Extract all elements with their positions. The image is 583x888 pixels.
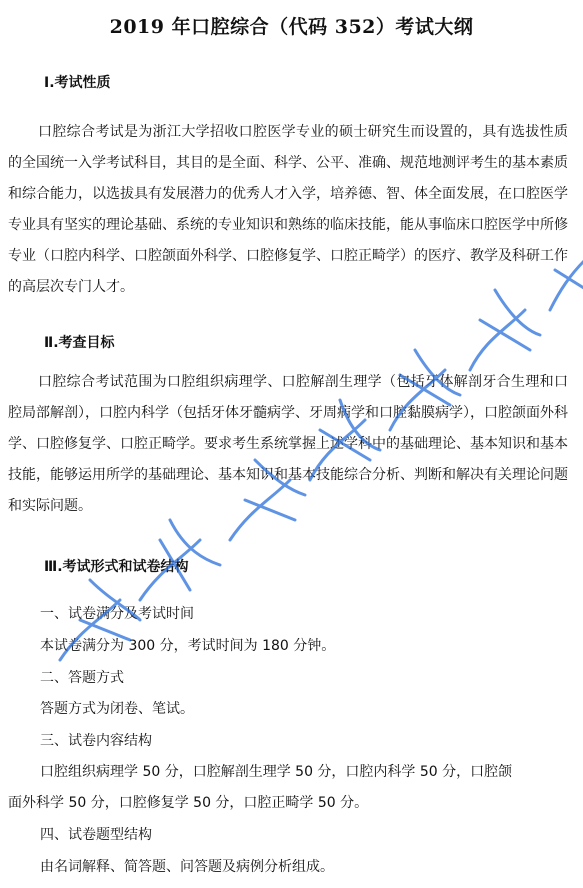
format-line: 由名词解释、简答题、问答题及病例分析组成。	[40, 859, 334, 875]
section-paragraph-nature: 口腔综合考试是为浙江大学招收口腔医学专业的硕士研究生而设置的，具有选拔性质的全国统一入学考试科目，其目的是全面、科学、公平、准确、规范地测评考生的基本素质和综合能力，以选拔具有发展潜力的优秀人才入学，培养德、智、体全面发展，在口腔医学专业具有坚实的理论基础、系统的专业知识和熟练的临床技能，能从事临床口腔医学中所修专业（口腔内科学、口腔颌面外科学、口腔修复学、口腔正畸学）的医疗、教学及科研工作的高层次专门人才。	[8, 124, 568, 295]
format-line: 答题方式为闭卷、笔试。	[40, 701, 194, 717]
format-line: 口腔组织病理学 50 分，口腔解剖生理学 50 分，口腔内科学 50 分，口腔颌	[40, 764, 513, 780]
section-heading-format: Ⅲ.考试形式和试卷结构	[44, 559, 189, 575]
document-title: 2019 年口腔综合（代码 352）考试大纲	[109, 16, 474, 38]
format-line: 本试卷满分为 300 分，考试时间为 180 分钟。	[40, 638, 336, 654]
section-heading-nature: Ⅰ.考试性质	[44, 75, 111, 91]
section-heading-objectives: Ⅱ.考查目标	[44, 335, 115, 351]
format-line: 一、试卷满分及考试时间	[40, 606, 194, 622]
format-line: 四、试卷题型结构	[40, 827, 152, 843]
format-line: 二、答题方式	[40, 670, 124, 686]
format-line: 面外科学 50 分，口腔修复学 50 分，口腔正畸学 50 分。	[8, 795, 369, 811]
section-paragraph-objectives: 口腔综合考试范围为口腔组织病理学、口腔解剖生理学（包括牙体解剖牙合生理和口腔局部解剖），口腔内科学（包括牙体牙髓病学、牙周病学和口腔黏膜病学），口腔颌面外科学、口腔修复学、口腔正畸学。要求考生系统掌握上述学科中的基础理论、基本知识和基本技能，能够运用所学的基础理论、基本知识和基本技能综合分析、判断和解决有关理论问题和实际问题。	[8, 374, 568, 514]
format-line: 三、试卷内容结构	[40, 733, 152, 749]
